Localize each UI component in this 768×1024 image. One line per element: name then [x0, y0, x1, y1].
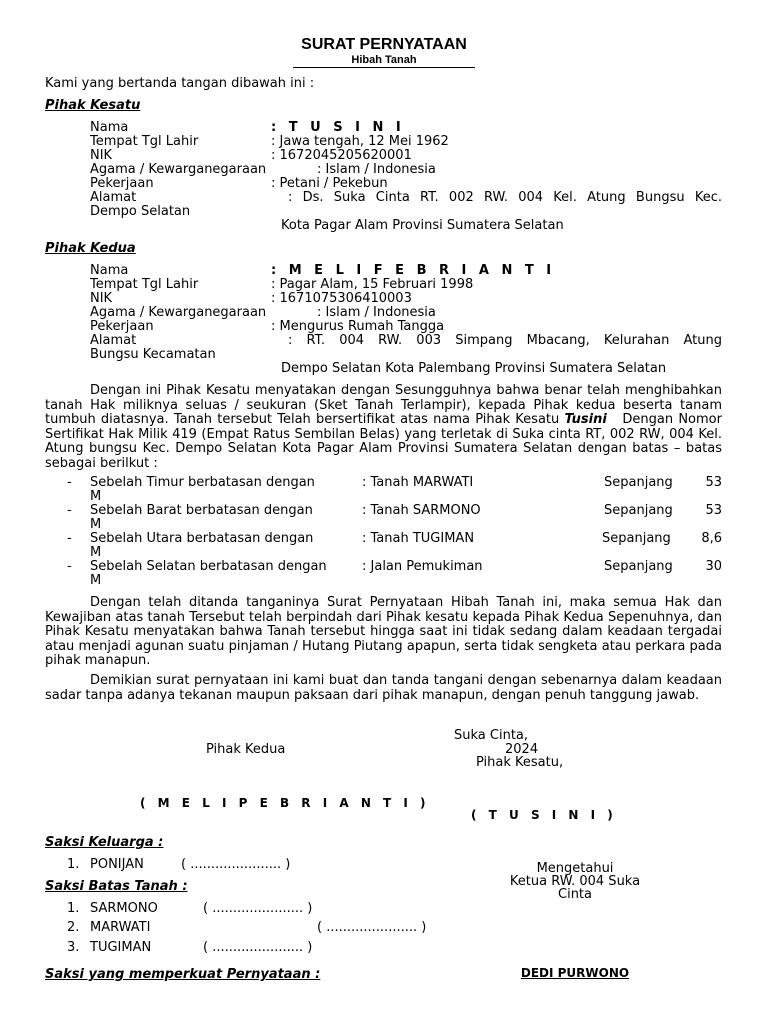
- approval-cinta: Cinta: [558, 887, 592, 902]
- pihak2-label-nik: NIK: [90, 291, 113, 306]
- pihak2-label-agama: Agama / Kewarganegaraan: [90, 305, 267, 320]
- boundary-label: Sebelah Timur berbatasan dengan: [90, 475, 315, 490]
- saksi-keluarga-heading: Saksi Keluarga :: [45, 835, 164, 850]
- pihak2-label-alamat: Alamat: [90, 333, 137, 348]
- pihak1-label-ttl: Tempat Tgl Lahir: [90, 134, 199, 149]
- pihak2-agama: : Islam / Indonesia: [317, 305, 436, 320]
- boundary-unit: M: [90, 573, 102, 588]
- paragraph-hibah: [45, 384, 722, 472]
- boundary-label: Sebelah Selatan berbatasan dengan: [90, 559, 327, 574]
- saksi-name: MARWATI: [90, 920, 151, 935]
- saksi-signature-blank: ( ...................... ): [203, 940, 313, 955]
- boundary-label: Sebelah Utara berbatasan dengan: [90, 531, 314, 546]
- pihak2-alamat-line1: : RT. 004 RW. 003 Simpang Mbacang, Kelurahan Atung: [288, 333, 722, 348]
- pihak1-label-nik: NIK: [90, 148, 113, 163]
- boundary-sepanjang: Sepanjang: [604, 503, 673, 518]
- pihak1-label-pekerjaan: Pekerjaan: [90, 176, 154, 191]
- boundary-unit: M: [90, 489, 102, 504]
- pihak1-pekerjaan: : Petani / Pekebun: [271, 176, 388, 191]
- pihak-kesatu-heading: Pihak Kesatu: [45, 98, 141, 113]
- saksi-signature-blank: ( ...................... ): [181, 857, 291, 872]
- title-underline: [293, 67, 475, 68]
- saksi-memperkuat-heading: Saksi yang memperkuat Pernyataan :: [45, 967, 321, 982]
- boundary-length: 30: [705, 559, 722, 574]
- pihak2-nama: : M E L I F E B R I A N T I: [271, 263, 556, 278]
- pihak2-label-pekerjaan: Pekerjaan: [90, 319, 154, 334]
- saksi-number: 2.: [67, 920, 80, 935]
- pihak1-ttl: : Jawa tengah, 12 Mei 1962: [271, 134, 449, 149]
- pihak-kesatu-sign-name: ( T U S I N I ): [471, 808, 617, 822]
- pihak1-label-alamat: Alamat: [90, 190, 137, 205]
- paragraph3-text: Demikian surat pernyataan ini kami buat dan tanda tangani dengan sebenarnya dalam keadaan sadar tanpa adanya tekanan maupun paksaan dari pihak manapun, dengan penuh tanggung jawab.: [45, 673, 722, 703]
- boundary-length: 53: [705, 503, 722, 518]
- pihak1-alamat-line2: Kota Pagar Alam Provinsi Sumatera Selatan: [281, 218, 564, 233]
- boundary-length: 53: [705, 475, 722, 490]
- boundary-unit: M: [90, 517, 102, 532]
- paragraph1-part1: Dengan ini Pihak Kesatu menyatakan dengan Sesungguhnya bahwa benar telah menghibahkan tanah Hak miliknya seluas / seukuran (Sket Tanah Terlampir), kepada Pihak kedua beserta tanam tumbuh diatasnya. Tanah tersebut Telah bersertifikat atas nama Pihak Kesatu: [45, 383, 722, 428]
- boundary-value: : Tanah SARMONO: [362, 503, 481, 518]
- paragraph2-text: Dengan telah ditanda tanganinya Surat Pernyataan Hibah Tanah ini, maka semua Hak dan Kewajiban atas tanah Tersebut telah berpindah dari Pihak kesatu kepada Pihak Kedua Sepenuhnya, dan Pihak Kesatu menyatakan bahwa Tanah tersebut hingga saat ini tidak sedang dalam keadaan tergadai atau menjadi agunan suatu pinjaman / Hutang Piutang apapun, serta tidak sengketa atau perkara pada pihak manapun.: [45, 595, 722, 669]
- boundary-value: : Tanah MARWATI: [362, 475, 474, 490]
- intro-text: Kami yang bertanda tangan dibawah ini :: [45, 76, 315, 91]
- pihak-kesatu-sign-label: Pihak Kesatu,: [476, 755, 564, 770]
- saksi-signature-blank: ( ...................... ): [203, 901, 313, 916]
- paragraph1-part2: Dengan Nomor Sertifikat Hak Milik 419 (Empat Ratus Sembilan Belas) yang terletak di Suka cinta RT, 002 RW, 004 Kel. Atung bungsu Kec. Dempo Selatan Kota Pagar Alam Provinsi Sumatera Selatan dengan batas – batas sebagai berilkut :: [45, 412, 722, 471]
- saksi-number: 1.: [67, 857, 80, 872]
- saksi-name: SARMONO: [90, 901, 158, 916]
- boundary-length: 8,6: [701, 531, 722, 546]
- pihak1-agama: : Islam / Indonesia: [317, 162, 436, 177]
- pihak2-pekerjaan: : Mengurus Rumah Tangga: [271, 319, 445, 334]
- pihak2-alamat-line2: Dempo Selatan Kota Palembang Provinsi Sumatera Selatan: [281, 361, 667, 376]
- pihak2-label-ttl: Tempat Tgl Lahir: [90, 277, 199, 292]
- boundary-bullet: -: [67, 559, 72, 574]
- approval-name: DEDI PURWONO: [520, 966, 630, 980]
- boundary-bullet: -: [67, 475, 72, 490]
- saksi-number: 1.: [67, 901, 80, 916]
- boundary-unit: M: [90, 545, 102, 560]
- boundary-bullet: -: [67, 503, 72, 518]
- pihak-kedua-sign-name: ( M E L I P E B R I A N T I ): [140, 796, 430, 810]
- pihak2-label-nama: Nama: [90, 263, 129, 278]
- document-title: SURAT PERNYATAAN: [301, 36, 467, 53]
- pihak1-alamat-line1: : Ds. Suka Cinta RT. 002 RW. 004 Kel. Atung Bungsu Kec.: [288, 190, 722, 205]
- saksi-name: PONIJAN: [90, 857, 144, 872]
- pihak-kedua-sign-label: Pihak Kedua: [206, 742, 286, 757]
- pihak2-ttl: : Pagar Alam, 15 Februari 1998: [271, 277, 474, 292]
- saksi-batas-heading: Saksi Batas Tanah :: [45, 879, 188, 894]
- paragraph-hak-kewajiban: [45, 596, 722, 669]
- pihak-kedua-heading: Pihak Kedua: [45, 241, 136, 256]
- document-subtitle: Hibah Tanah: [351, 54, 417, 66]
- boundary-sepanjang: Sepanjang: [602, 531, 671, 546]
- pihak2-nik: : 1671075306410003: [271, 291, 412, 306]
- boundary-value: : Jalan Pemukiman: [362, 559, 483, 574]
- approval-mengetahui: Mengetahui: [536, 861, 614, 876]
- pihak1-alamat-wrap: Dempo Selatan: [90, 204, 191, 219]
- signature-place: Suka Cinta,: [454, 728, 529, 743]
- pihak1-label-nama: Nama: [90, 120, 129, 135]
- saksi-number: 3.: [67, 940, 80, 955]
- pihak1-label-agama: Agama / Kewarganegaraan: [90, 162, 267, 177]
- boundary-value: : Tanah TUGIMAN: [362, 531, 475, 546]
- pihak2-alamat-wrap: Bungsu Kecamatan: [90, 347, 216, 362]
- pihak1-nama: : T U S I N I: [271, 120, 405, 135]
- paragraph-demikian: [45, 674, 722, 703]
- boundary-sepanjang: Sepanjang: [604, 475, 673, 490]
- boundary-sepanjang: Sepanjang: [604, 559, 673, 574]
- boundary-label: Sebelah Barat berbatasan dengan: [90, 503, 313, 518]
- signature-year: 2024: [505, 742, 539, 757]
- pihak1-nik: : 1672045205620001: [271, 148, 412, 163]
- saksi-name: TUGIMAN: [90, 940, 152, 955]
- approval-ketua-rw: Ketua RW. 004 Suka: [509, 874, 641, 889]
- boundary-bullet: -: [67, 531, 72, 546]
- saksi-signature-blank: ( ...................... ): [317, 920, 427, 935]
- paragraph1-name: Tusini: [564, 412, 607, 428]
